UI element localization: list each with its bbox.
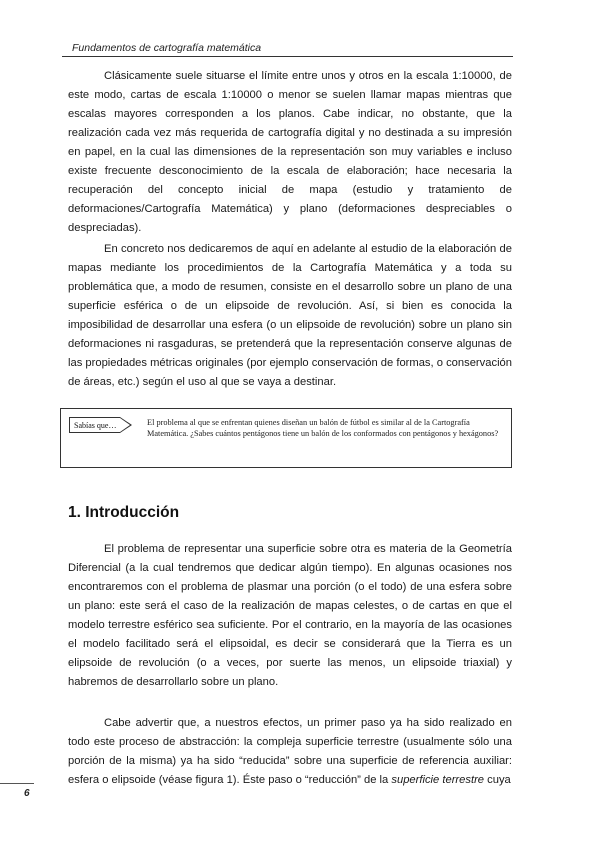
running-header: Fundamentos de cartografía matemática <box>72 42 262 54</box>
paragraph-cartography-study: En concreto nos dedicaremos de aquí en adelante al estudio de la elaboración de mapas mediante los procedimientos de la Cartografía Matemática y a toda su problemática que, a modo de resumen, consiste en el desarrollo sobre un plano de una superficie esférica o de un elipsoide de revolución. Así, si bien es conocida la imposibilidad de desarrollar una esfera (o un elipsoide de revolución) sobre un plano sin deformaciones ni rasgaduras, se pretenderá que la representación conserve algunas de las propiedades métricas originales (por ejemplo conservación de formas, o conservación de áreas, etc.) según el uso al que se vaya a destinar. <box>68 243 512 388</box>
paragraph-abstraction-italic: superficie terrestre <box>391 774 485 786</box>
callout-tag-label: Sabías que… <box>69 417 120 433</box>
section-title: 1. Introducción <box>68 504 180 521</box>
paragraph-scale-limit: Clásicamente suele situarse el límite entre unos y otros en la escala 1:10000, de este modo, cartas de escala 1:10000 o menor se suelen llamar mapas mientras que escalas mayores corresponden a los planos. Cabe indicar, no obstante, que la realización cada vez más requerida de cartografía digital y no destinada a su impresión en papel, en la cual las dimensiones de la representación son muy variables e incluso existe frecuente desconocimiento de la escala de elaboración; hace necesaria la recuperación del concepto inicial de mapa (estudio y tratamiento de deformaciones/Cartografía Matemática) y plano (deformaciones despreciables o despreciadas). <box>68 70 512 234</box>
did-you-know-callout <box>60 408 512 468</box>
paragraph-introduction: El problema de representar una superficie sobre otra es materia de la Geometría Diferencial (a la cual tendremos que dedicar algún tiempo). En algunas ocasiones nos encontraremos con el problema de plasmar una porción (o el todo) de una esfera sobre un plano: este será el caso de la realización de mapas celestes, o de cartas en que el modelo terrestre esférico sea suficiente. Por el contrario, en la mayoría de las ocasiones el modelo facilitado será el elipsoidal, es decir se considerará que la Tierra es un elipsoide de revolución (o a veces, por suerte las menos, un elipsoide triaxial) y habremos de desarrollarlo sobre un plano. <box>68 543 512 688</box>
callout-text: El problema al que se enfrentan quienes diseñan un balón de fútbol es similar al de la Cartografía Matemática. ¿Sabes cuántos pentágonos tiene un balón de los conformados con pentágonos y hexágonos? <box>147 418 499 438</box>
paragraph-abstraction <box>68 714 512 790</box>
page-number-rule <box>0 783 34 784</box>
header-rule <box>62 56 513 57</box>
callout-tag <box>69 417 132 433</box>
paragraph-abstraction-end: cuya <box>484 774 511 786</box>
paragraph-abstraction-start: Cabe advertir que, a nuestros efectos, un primer paso ya ha sido realizado en todo este proceso de abstracción: la compleja superficie terrestre (usualmente sólo una porción de la misma) ya ha sido “reducida” sobre una superficie de referencia auxiliar: esfera o elipsoide (véase figura 1). Éste paso o “reducción” de la <box>68 717 512 786</box>
page-number: 6 <box>24 788 30 799</box>
arrow-right-icon <box>120 417 132 433</box>
